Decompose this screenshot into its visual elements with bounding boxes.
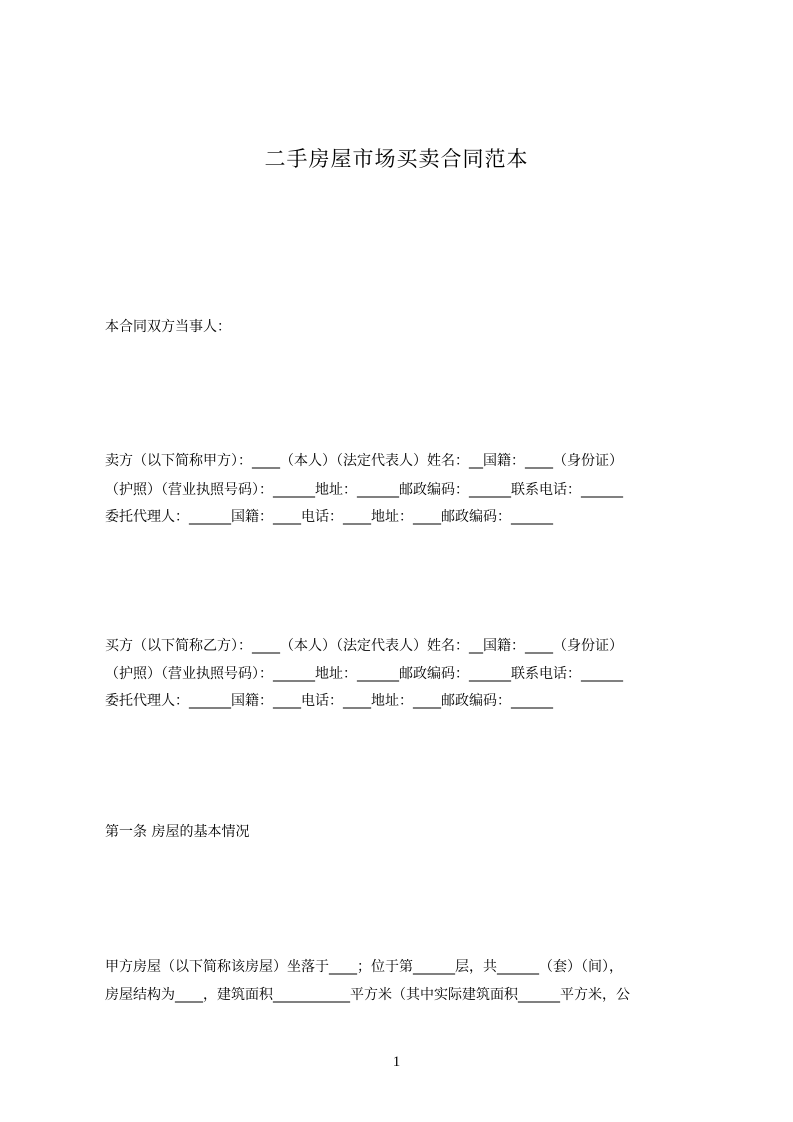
seller-line-2: （护照）（营业执照号码）：______地址：______邮政编码：______联系电话：______ [105,482,623,498]
seller-line-1: 卖方（以下简称甲方）：____（本人）（法定代表人）姓名：__国籍：____（身份证） [105,453,623,469]
parties-intro: 本合同双方当事人： [105,319,231,335]
article-1-line-2: 房屋结构为____，建筑面积___________平方米（其中实际建筑面积______平方米，公 [105,987,630,1003]
article-1-line-1: 甲方房屋（以下简称该房屋）坐落于____；位于第______层，共______（套）（间）， [105,959,623,975]
seller-line-3: 委托代理人：______国籍：____电话：____地址：____邮政编码：______ [105,509,553,525]
buyer-line-3: 委托代理人：______国籍：____电话：____地址：____邮政编码：______ [105,693,553,709]
document-title: 二手房屋市场买卖合同范本 [264,147,529,171]
page-number: 1 [392,1054,401,1070]
buyer-line-2: （护照）（营业执照号码）：______地址：______邮政编码：______联系电话：______ [105,666,623,682]
article-1-heading: 第一条 房屋的基本情况 [105,824,250,840]
buyer-line-1: 买方（以下简称乙方）：____（本人）（法定代表人）姓名：__国籍：____（身份证） [105,638,623,654]
